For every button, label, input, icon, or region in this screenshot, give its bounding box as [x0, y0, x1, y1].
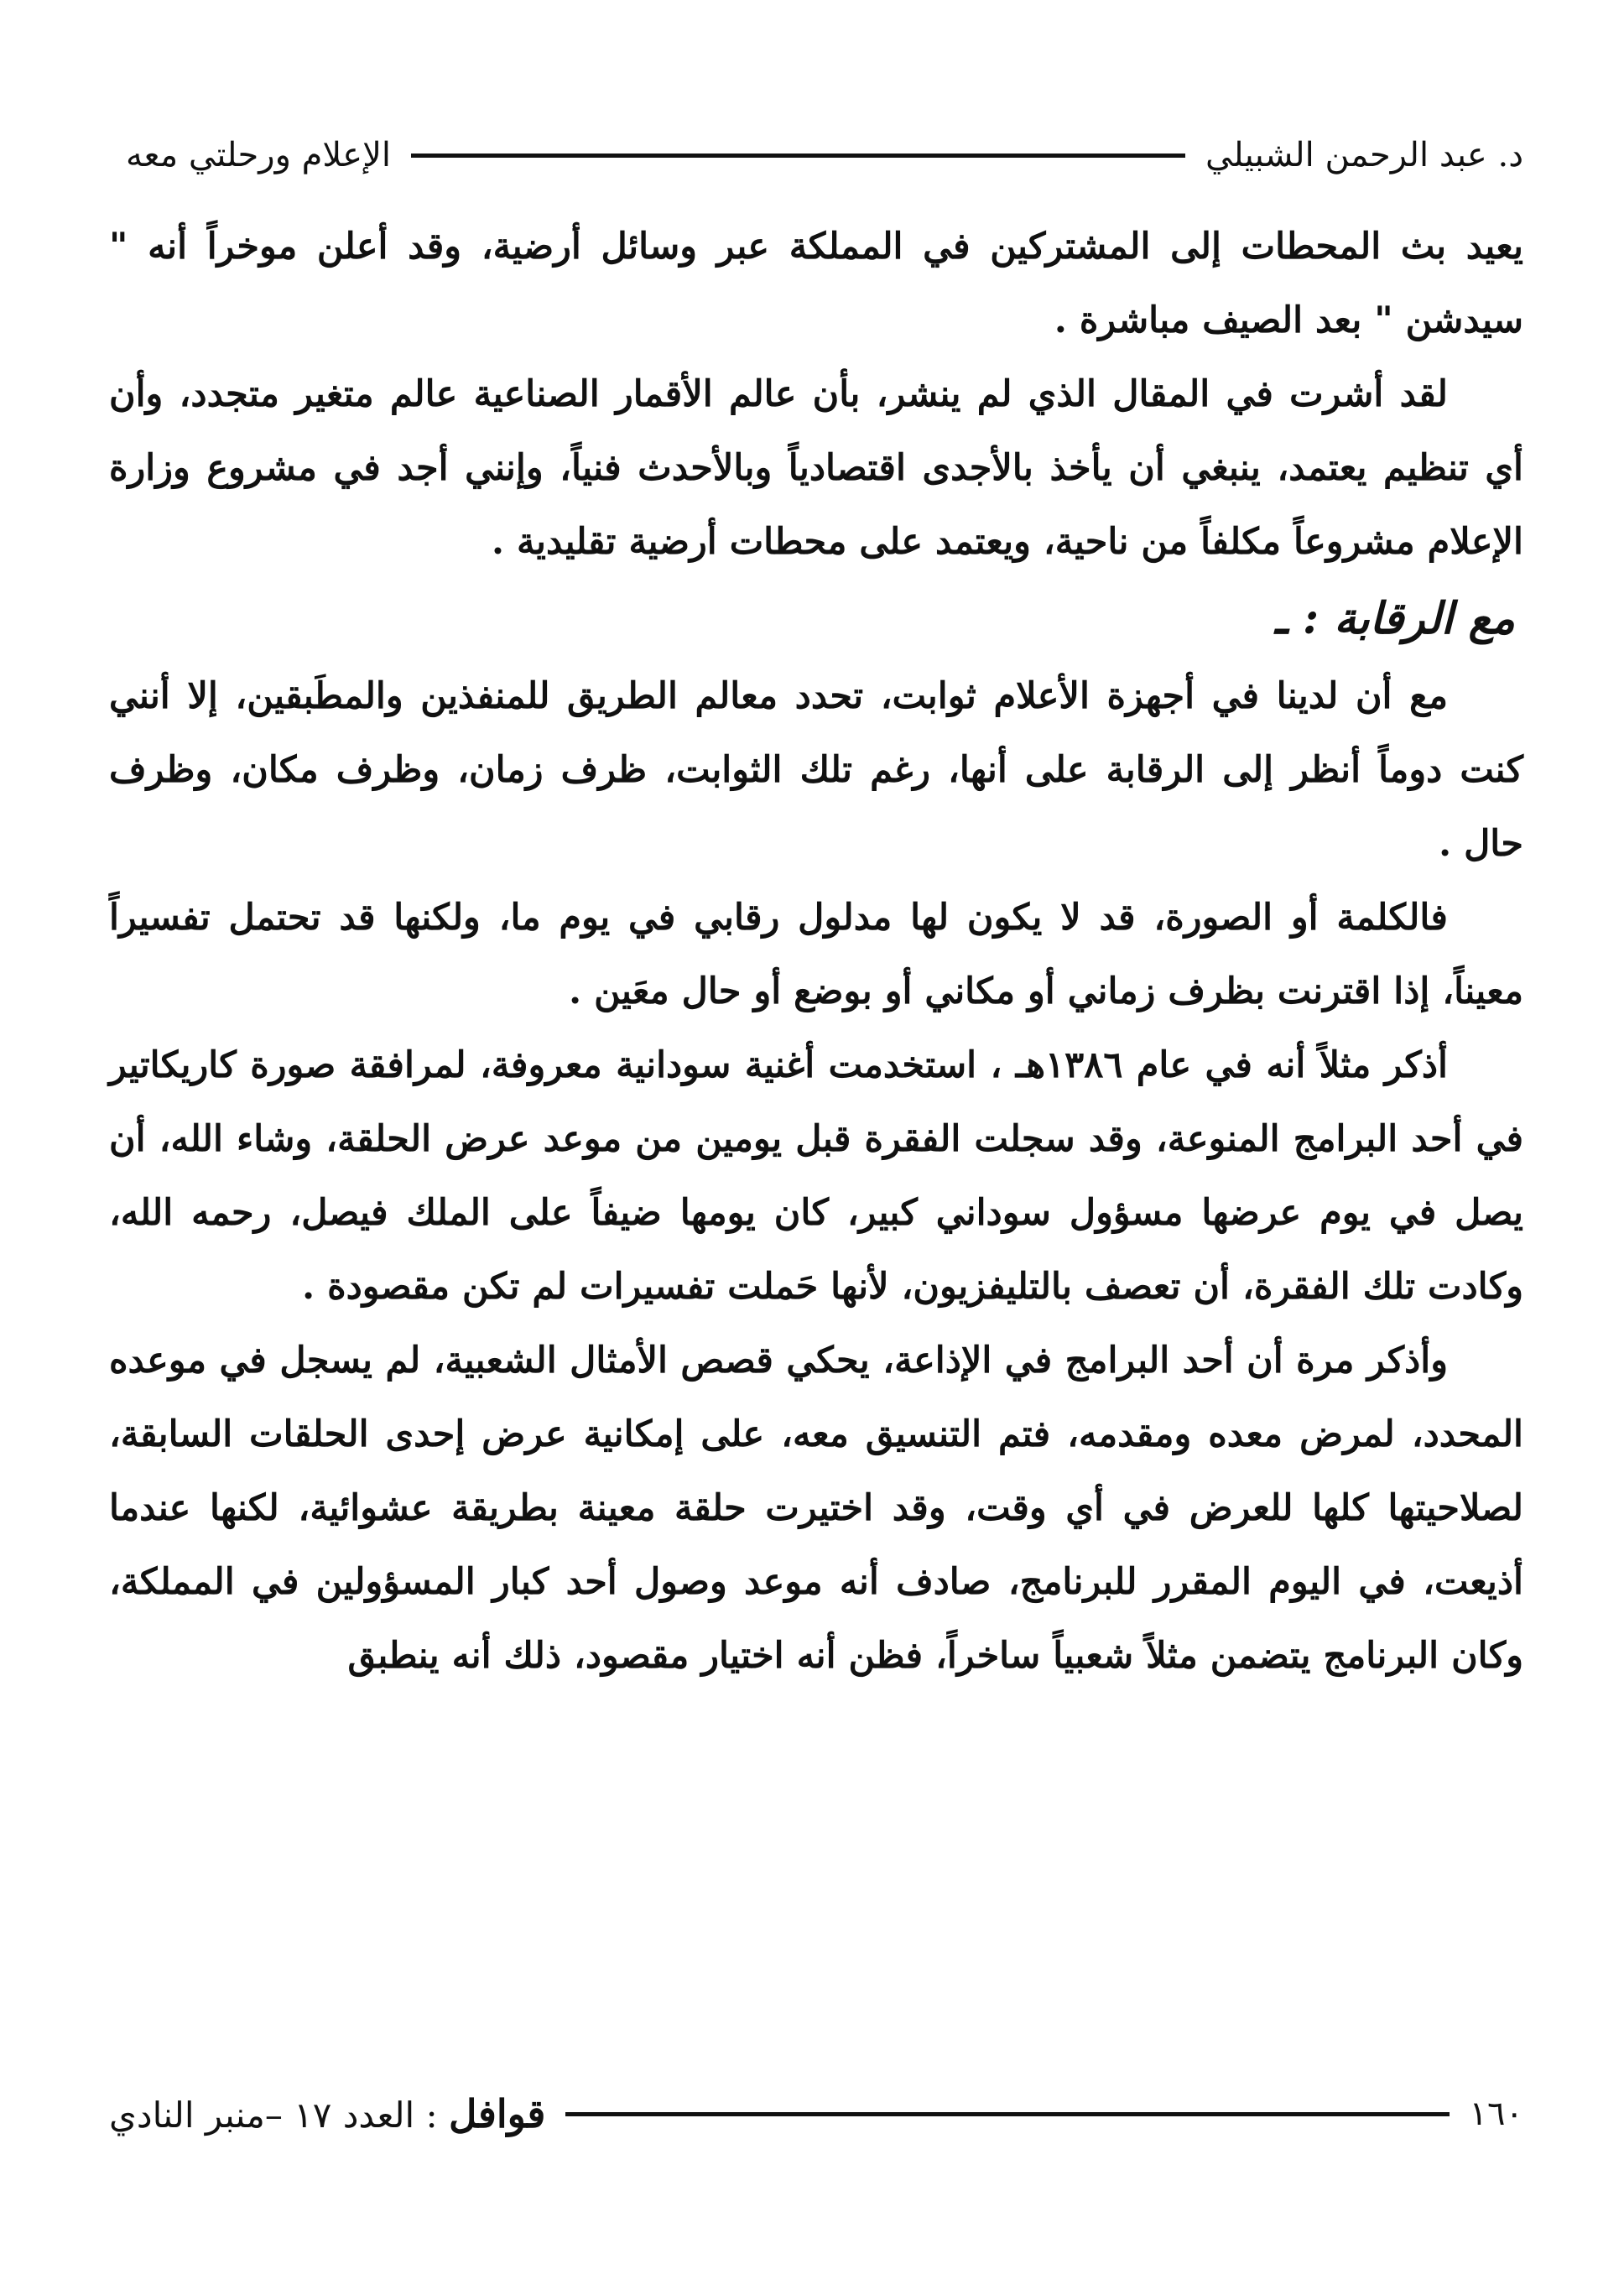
paragraph: يعيد بث المحطات إلى المشتركين في المملكة عبر وسائل أرضية، وقد أعلن موخراً أنه " سيدشن " بعد الصيف مباشرة . [109, 226, 1523, 341]
running-header [126, 117, 1523, 193]
header-rule [411, 154, 1185, 158]
header-author: د. عبد الرحمن الشبيلي [1205, 136, 1523, 174]
paragraph: أذكر مثلاً أنه في عام ١٣٨٦هـ ، استخدمت أغنية سودانية معروفة، لمرافقة صورة كاريكاتير في أحد البرامج المنوعة، وقد سجلت الفقرة قبل يومين من موعد عرض الحلقة، وشاء الله، أن يصل في يوم عرضها مسؤول سوداني كبير، كان يومها ضيفاً على الملك فيصل، رحمه الله، وكادت تلك الفقرة، أن تعصف بالتليفزيون، لأنها حَملت تفسيرات لم تكن مقصودة . [109, 1044, 1523, 1308]
running-footer [109, 2080, 1523, 2147]
page-number: ١٦٠ [1469, 2095, 1523, 2133]
section-subheading: مع الرقابة : ـ [1274, 593, 1515, 644]
article-body [109, 210, 1523, 1693]
footer-journal [109, 2091, 545, 2136]
paragraph: لقد أشرت في المقال الذي لم ينشر، بأن عالم الأقمار الصناعية عالم متغير متجدد، وأن أي تنظيم يعتمد، ينبغي أن يأخذ بالأجدى اقتصادياً وبالأحدث فنياً، وإنني أجد في مشروع وزارة الإعلام مشروعاً مكلفاً من ناحية، ويعتمد على محطات أرضية تقليدية . [109, 373, 1523, 563]
journal-name: قوافل [449, 2091, 546, 2136]
paragraph: مع أن لدينا في أجهزة الأعلام ثوابت، تحدد معالم الطريق للمنفذين والمطَبقين، إلا أنني كنت دوماً أنظر إلى الرقابة على أنها، رغم تلك الثوابت، ظرف زمان، وظرف مكان، وظرف حال . [109, 675, 1523, 865]
journal-issue: : العدد ١٧ –منبر النادي [109, 2095, 438, 2136]
header-title: الإعلام ورحلتي معه [126, 136, 392, 174]
footer-rule [565, 2112, 1449, 2116]
paragraph: فالكلمة أو الصورة، قد لا يكون لها مدلول رقابي في يوم ما، ولكنها قد تحتمل تفسيراً معيناً، إذا اقترنت بظرف زماني أو مكاني أو بوضع أو حال معَين . [109, 897, 1523, 1012]
paragraph: وأذكر مرة أن أحد البرامج في الإذاعة، يحكي قصص الأمثال الشعبية، لم يسجل في موعده المحدد، لمرض معده ومقدمه، فتم التنسيق معه، على إمكانية عرض إحدى الحلقات السابقة، لصلاحيتها كلها للعرض في أي وقت، وقد اختيرت حلقة معينة بطريقة عشوائية، لكنها عندما أذيعت، في اليوم المقرر للبرنامج، صادف أنه موعد وصول أحد كبار المسؤولين في المملكة، وكان البرنامج يتضمن مثلاً شعبياً ساخراً، فظن أنه اختيار مقصود، ذلك أنه ينطبق [109, 1340, 1523, 1677]
